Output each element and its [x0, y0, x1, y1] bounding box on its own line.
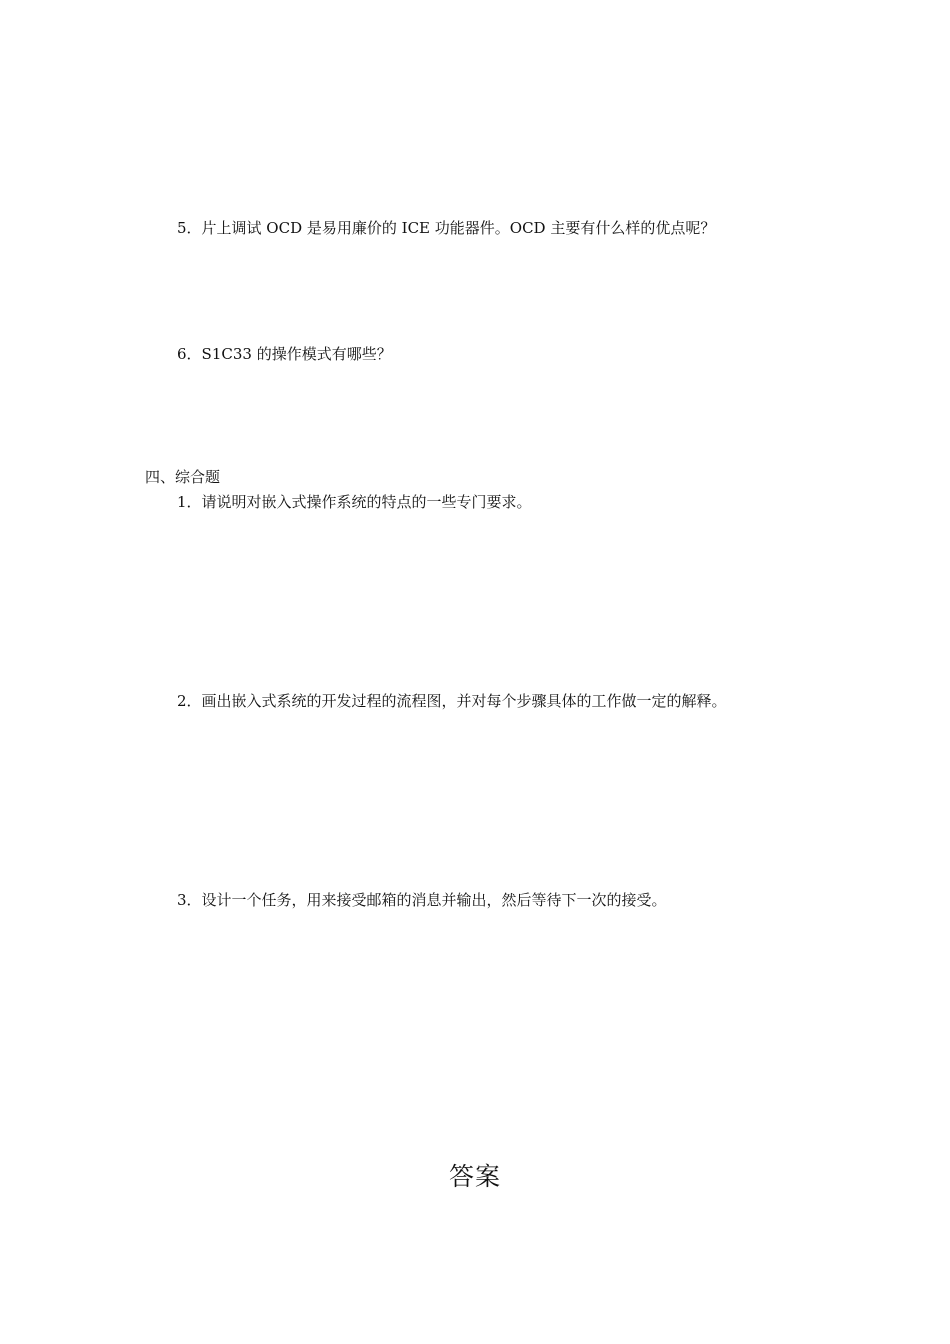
comprehensive-question-2: 2．画出嵌入式系统的开发过程的流程图，并对每个步骤具体的工作做一定的解释。 — [177, 692, 727, 710]
comprehensive-question-1: 1．请说明对嵌入式操作系统的特点的一些专门要求。 — [177, 493, 532, 511]
section-heading-comprehensive: 四、综合题 — [145, 468, 221, 486]
comprehensive-question-3: 3．设计一个任务，用来接受邮箱的消息并输出，然后等待下一次的接受。 — [177, 891, 667, 909]
question-6: 6．S1C33 的操作模式有哪些？ — [177, 345, 392, 363]
answer-heading: 答案 — [448, 1162, 501, 1191]
question-5: 5．片上调试 OCD 是易用廉价的 ICE 功能器件。OCD 主要有什么样的优点呢？ — [177, 219, 716, 237]
